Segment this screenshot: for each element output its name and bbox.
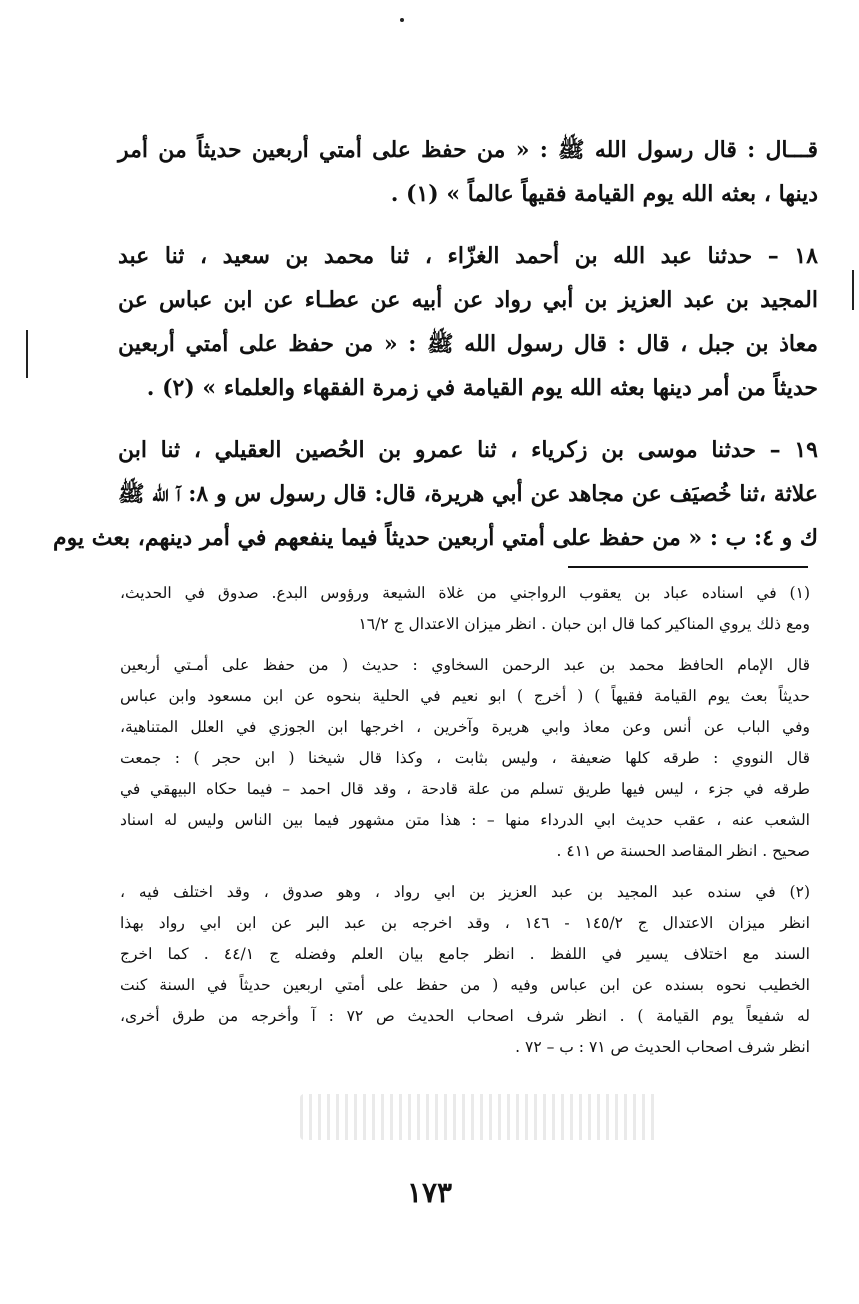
left-margin-mark bbox=[26, 330, 28, 378]
note-line: طرقه في جزء ، ليس فيها طريق تسلم من علة قادحة ، وقد قال احمد – فيما حكاه البيهقي في bbox=[120, 780, 810, 798]
note-line: الشعب عنه ، عقب حديث ابي الدرداء منها – : هذا متن مشهور فيما بين الناس وليس له اسناد bbox=[120, 811, 810, 829]
note-line: له شفيعاً يوم القيامة ) . انظر شرف اصحاب الحديث ص ٧٢ : آ وأخرجه من طرق أخرى، bbox=[120, 1007, 811, 1025]
text-line: دينها ، بعثه الله يوم القيامة فقيهاً عالماً » (١) . bbox=[390, 181, 818, 207]
paragraph-18 bbox=[118, 234, 818, 410]
main-text bbox=[52, 128, 818, 578]
right-margin-mark bbox=[852, 270, 854, 310]
faint-bleedthrough bbox=[300, 1094, 660, 1140]
text-line: علاثة ،ثنا خُصيَف عن مجاهد عن أبي هريرة، قال: قال رسول س و ٨: آ الله ﷺ bbox=[118, 481, 818, 507]
note-line: (١) في اسناده عباد بن يعقوب الرواجني من غلاة الشيعة ورؤوس البدع. صدوق في الحديث، bbox=[120, 584, 810, 602]
text-line: ١٨ – حدثنا عبد الله بن أحمد الغزّاء ، ثنا محمد بن سعيد ، ثنا عبد bbox=[118, 243, 818, 269]
note-line: انظر ميزان الاعتدال ج ١٤٥/٢ - ١٤٦ ، وقد اخرجه بن عبد البر عن ابن ابي رواد بهذا bbox=[120, 914, 810, 932]
paragraph-19 bbox=[52, 428, 818, 560]
note-line: السند مع اختلاف يسير في اللفظ . انظر جامع بيان العلم وفضله ج ٤٤/١ . كما اخرج bbox=[120, 945, 810, 963]
note-line: انظر شرف اصحاب الحديث ص ٧١ : ب – ٧٢ . bbox=[515, 1038, 810, 1056]
footnote-1-sakhawi bbox=[120, 650, 810, 867]
paragraph-17-end bbox=[118, 128, 818, 216]
note-line: حديثاً بعث يوم القيامة فقيهاً ) ( أخرج ) ابو نعيم في الحلية بنحوه عن ابن مسعود وابن عباس bbox=[120, 687, 810, 705]
footnote-1 bbox=[120, 578, 810, 640]
note-line: (٢) في سنده عبد المجيد بن عبد العزيز بن ابي رواد ، وهو صدوق ، وقد اختلف فيه ، bbox=[120, 883, 810, 901]
text-line: ك و ٤: ب : « من حفظ على أمتي أربعين حديثاً فيما ينفعهم في أمر دينهم، بعث يوم bbox=[52, 525, 818, 551]
text-line: حديثاً من أمر دينها بعثه الله يوم القيامة في زمرة الفقهاء والعلماء » (٢) . bbox=[146, 375, 818, 401]
footnotes bbox=[120, 578, 810, 1073]
text-line: المجيد بن عبد العزيز بن أبي رواد عن أبيه عن عطـاء عن ابن عباس عن bbox=[118, 287, 818, 313]
footnote-separator bbox=[568, 566, 808, 568]
note-line: ومع ذلك يروي المناكير كما قال ابن حبان . انظر ميزان الاعتدال ج ١٦/٢ bbox=[358, 615, 810, 633]
note-line: الخطيب نحوه بسنده عن ابن عباس وفيه ( من حفظ على أمتي اربعين حديثاً في السنة كنت bbox=[120, 976, 810, 994]
note-line: قال النووي : طرقه كلها ضعيفة ، وليس بثابت ، وكذا قال شيخنا ( ابن حجر ) : جمعت bbox=[120, 749, 810, 767]
top-dot-mark bbox=[400, 18, 404, 22]
page-number: ١٧٣ bbox=[406, 1176, 453, 1209]
note-line: وفي الباب عن أنس وعن معاذ وابي هريرة وآخرين ، اخرجها ابن الجوزي في العلل المتناهية، bbox=[120, 718, 810, 736]
footnote-2 bbox=[120, 877, 810, 1063]
text-line: ١٩ – حدثنا موسى بن زكرياء ، ثنا عمرو بن الحُصين العقيلي ، ثنا ابن bbox=[118, 437, 818, 463]
text-line: قـــال : قال رسول الله ﷺ : « من حفظ على أمتي أربعين حديثاً من أمر bbox=[118, 137, 818, 163]
note-line: صحيح . انظر المقاصد الحسنة ص ٤١١ . bbox=[556, 842, 810, 860]
note-line: قال الإمام الحافظ محمد بن عبد الرحمن السخاوي : حديث ( من حفظ على أمـتي أربعين bbox=[120, 656, 810, 674]
text-line: معاذ بن جبل ، قال : قال رسول الله ﷺ : « من حفظ على أمتي أربعين bbox=[118, 331, 818, 357]
